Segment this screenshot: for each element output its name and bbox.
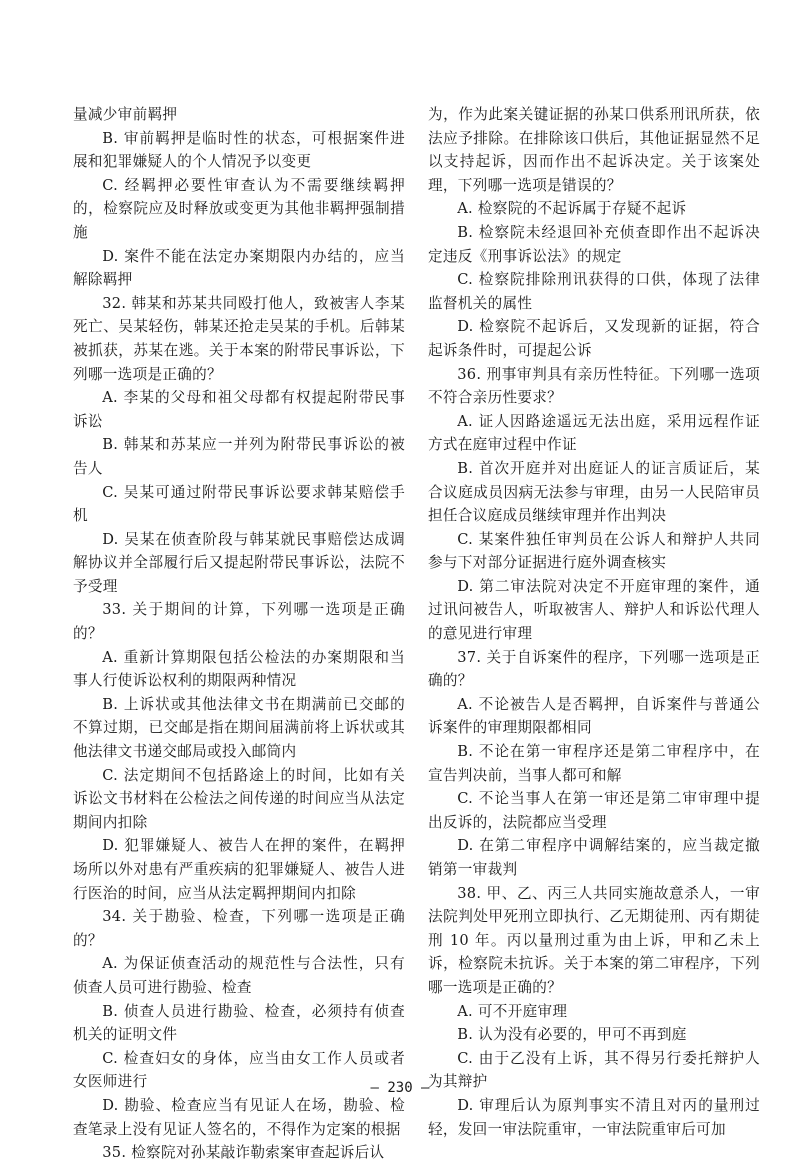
paragraph: 为，作为此案关键证据的孙某口供系刑讯所获，依法应予排除。在排除该口供后，其他证据显然不足以支持起诉，因而作出不起诉决定。关于该案处理，下列哪一选项是错误的？ [428,106,760,194]
paragraph: D. 犯罪嫌疑人、被告人在押的案件，在羁押场所以外对患有严重疾病的犯罪嫌疑人、被告人进行医治的时间，应当从法定羁押期间内扣除 [73,837,405,902]
paragraph: A. 重新计算期限包括公检法的办案期限和当事人行使诉讼权利的期限两种情况 [73,648,405,690]
paragraph: D. 勘验、检查应当有见证人在场，勘验、检查笔录上没有见证人签名的，不得作为定案的根据 [73,1096,405,1138]
paragraph: 38. 甲、乙、丙三人共同实施故意杀人，一审法院判处甲死刑立即执行、乙无期徒刑、丙有期徒刑 10 年。丙以量刑过重为由上诉，甲和乙未上诉，检察院未抗诉。关于本案的第二审程序，下列哪一选项是正确的？ [428,884,760,996]
paragraph: B. 检察院未经退回补充侦查即作出不起诉决定违反《刑事诉讼法》的规定 [428,223,760,265]
paragraph: B. 首次开庭并对出庭证人的证言质证后，某合议庭成员因病无法参与审理，由另一人民陪审员担任合议庭成员继续审理并作出判决 [428,459,760,525]
left-text-column [73,103,405,1165]
paragraph: 33. 关于期间的计算，下列哪一选项是正确的？ [73,601,405,643]
paragraph: A. 李某的父母和祖父母都有权提起附带民事诉讼 [73,389,405,430]
right-text-column [428,103,760,1141]
paragraph: B. 上诉状或其他法律文书在期满前已交邮的不算过期，已交邮是指在期间届满前将上诉状或其他法律文书递交邮局或投入邮筒内 [73,695,405,761]
paragraph: D. 在第二审程序中调解结案的，应当裁定撤销第一审裁判 [428,837,760,878]
paragraph: 37. 关于自诉案件的程序，下列哪一选项是正确的？ [428,648,760,690]
paragraph: A. 可不开庭审理 [457,1002,568,1020]
paragraph: B. 认为没有必要的，甲可不再到庭 [457,1026,687,1044]
paragraph: A. 为保证侦查活动的规范性与合法性，只有侦查人员可进行勘验、检查 [73,955,405,996]
paragraph: 35. 检察院对孙某敲诈勒索案审查起诉后认 [102,1144,385,1162]
paragraph: B. 审前羁押是临时性的状态，可根据案件进展和犯罪嫌疑人的个人情况予以变更 [73,129,405,171]
paragraph: C. 吴某可通过附带民事诉讼要求韩某赔偿手机 [73,483,405,525]
paragraph: C. 检查妇女的身体，应当由女工作人员或者女医师进行 [73,1049,405,1091]
paragraph: B. 侦查人员进行勘验、检查，必须持有侦查机关的证明文件 [73,1002,405,1044]
paragraph: C. 检察院排除刑讯获得的口供，体现了法律监督机关的属性 [428,271,760,312]
paragraph: C. 经羁押必要性审查认为不需要继续羁押的，检察院应及时释放或变更为其他非羁押强制措施 [73,176,405,241]
paragraph: C. 某案件独任审判员在公诉人和辩护人共同参与下对部分证据进行庭外调查核实 [428,530,760,572]
paragraph: D. 案件不能在法定办案期限内办结的，应当解除羁押 [73,247,405,289]
paragraph: C. 法定期间不包括路途上的时间，比如有关诉讼文书材料在公检法之间传递的时间应当从法定期间内扣除 [73,766,405,831]
paragraph: A. 不论被告人是否羁押，自诉案件与普通公诉案件的审理期限都相同 [428,695,760,737]
paragraph: 34. 关于勘验、检查，下列哪一选项是正确的？ [73,908,405,949]
paragraph: D. 吴某在侦查阶段与韩某就民事赔偿达成调解协议并全部履行后又提起附带民事诉讼，法院不予受理 [73,530,405,595]
paragraph: C. 由于乙没有上诉，其不得另行委托辩护人为其辩护 [428,1049,760,1091]
paragraph: D. 第二审法院对决定不开庭审理的案件，通过讯问被告人，听取被害人、辩护人和诉讼代理人的意见进行审理 [428,577,760,643]
page-number: — 230 — [370,1080,430,1096]
paragraph: A. 检察院的不起诉属于存疑不起诉 [457,200,687,218]
paragraph: 量减少审前羁押 [73,106,178,123]
paragraph: D. 检察院不起诉后，又发现新的证据，符合起诉条件时，可提起公诉 [428,318,760,359]
paragraph: B. 韩某和苏某应一并列为附带民事诉讼的被告人 [73,436,405,477]
paragraph: D. 审理后认为原判事实不清且对丙的量刑过轻，发回一审法院重审，一审法院重审后可加 [428,1096,760,1138]
paragraph: B. 不论在第一审程序还是第二审程序中，在宣告判决前，当事人都可和解 [428,743,760,784]
paragraph: 32. 韩某和苏某共同殴打他人，致被害人李某死亡、吴某轻伤，韩某还抢走吴某的手机。后韩某被抓获，苏某在逃。关于本案的附带民事诉讼，下列哪一选项是正确的？ [73,294,405,383]
paragraph: 36. 刑事审判具有亲历性特征。下列哪一选项不符合亲历性要求？ [428,365,760,407]
paragraph: A. 证人因路途遥远无法出庭，采用远程作证方式在庭审过程中作证 [428,412,760,454]
paragraph: C. 不论当事人在第一审还是第二审审理中提出反诉的，法院都应当受理 [428,790,760,831]
